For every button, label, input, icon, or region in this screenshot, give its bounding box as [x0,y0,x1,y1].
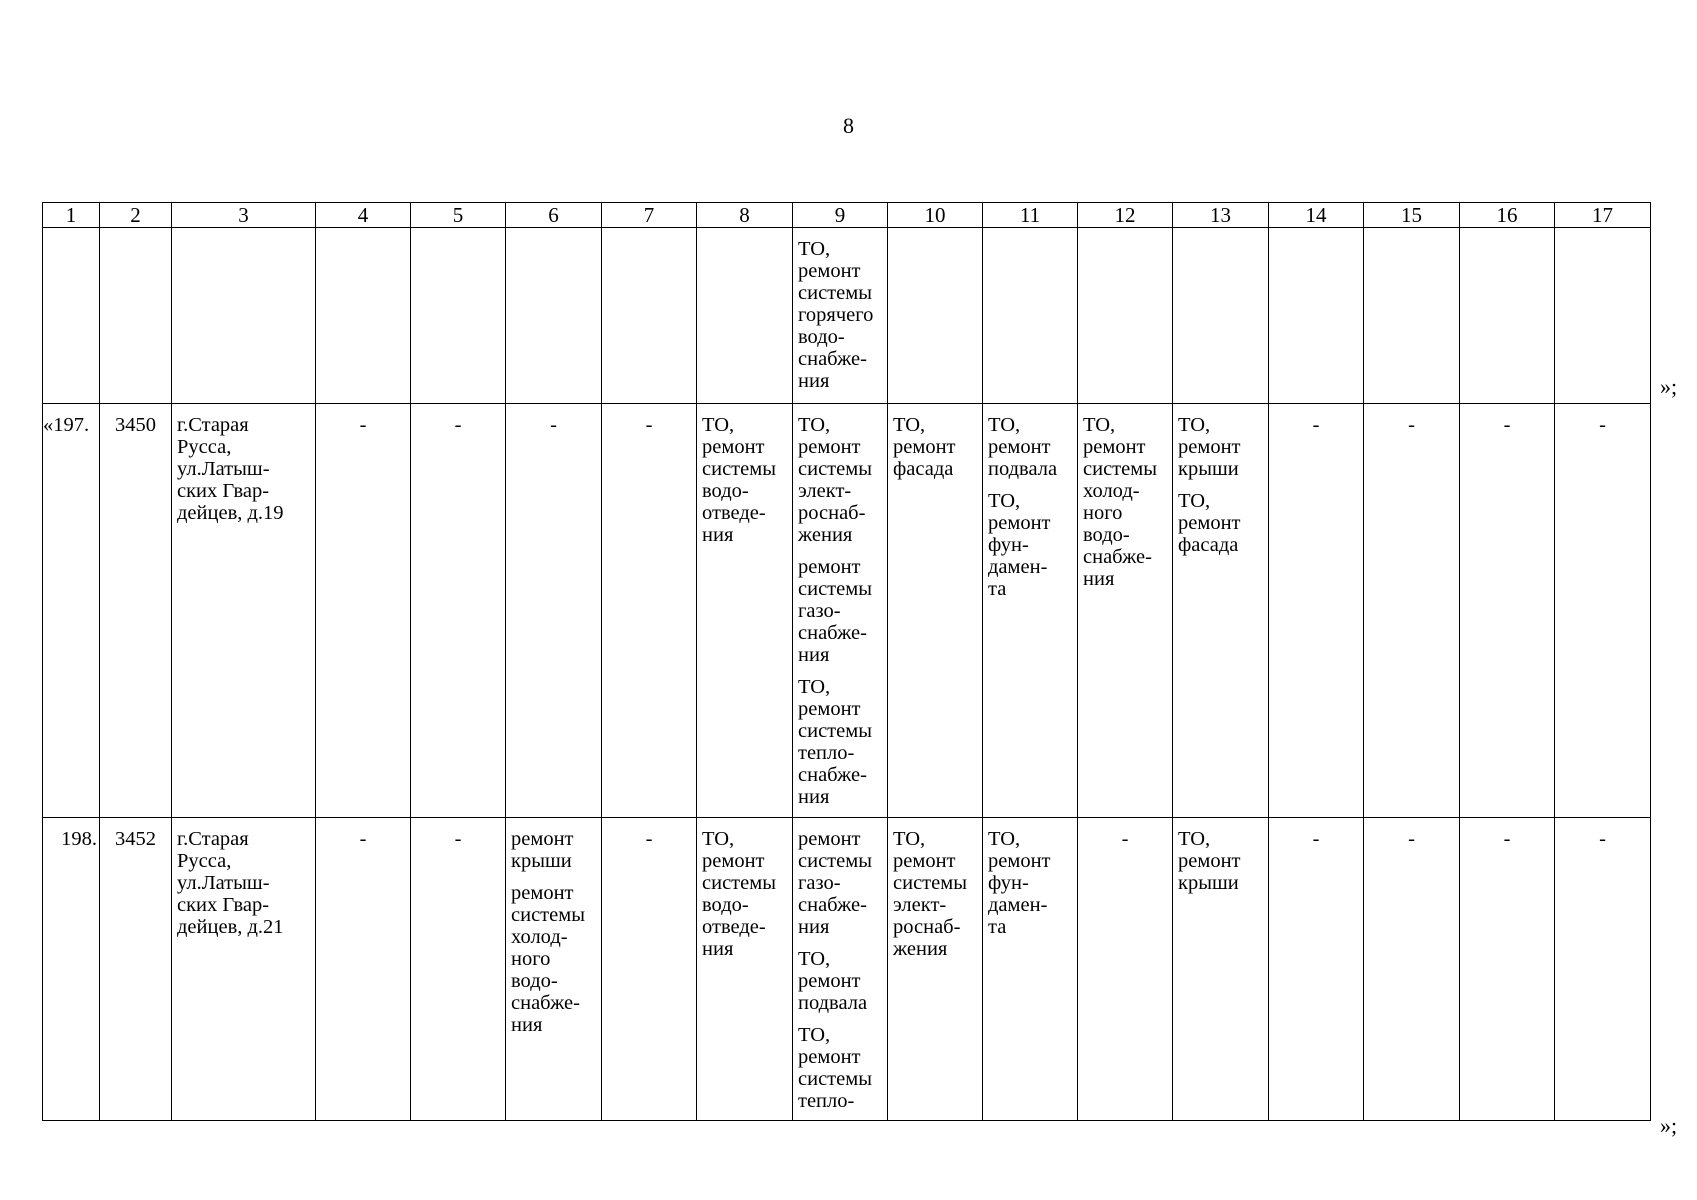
cell-text-block [798,238,882,392]
cell-text-block [105,414,166,436]
cell-text-line: дейцев, д.19 [177,502,284,524]
cell-text-line: ремонт [798,1046,861,1068]
cell-text-block [1465,828,1549,850]
cell-text-line: роснаб- [798,502,866,524]
column-header-1: 1 [43,203,100,228]
cell-text-line: ремонт [988,850,1051,872]
column-header-11: 11 [983,203,1078,228]
cell-text-block [1178,490,1263,556]
cell-text-block [177,414,310,524]
cell-text-line: - [1121,828,1129,850]
cell-text-block [43,828,97,850]
cell-text-line: ремонт [798,698,861,720]
cell-text-line: ремонт [798,260,861,282]
table-cell-col-6 [506,818,602,1121]
table-row-continued [43,228,1651,404]
column-header-14: 14 [1269,203,1364,228]
table-cell-col-4 [316,228,411,404]
cell-text-block [988,414,1072,480]
table-cell-col-9 [793,404,888,818]
cell-text-line: холод- [1083,480,1140,502]
cell-text-block [416,828,500,850]
cell-text-line: ремонт [1178,436,1241,458]
cell-text-line: ТО, [988,414,1021,436]
cell-text-line: снабже- [1083,546,1152,568]
column-header-4: 4 [316,203,411,228]
cell-text-line: ТО, [988,828,1021,850]
cell-text-line: системы [798,1068,872,1090]
table-row-197 [43,404,1651,818]
table-cell-col-16 [1460,228,1555,404]
cell-text-line: ремонт [1083,436,1146,458]
cell-text-line: водо- [1083,524,1130,546]
table-cell-col-12 [1078,404,1173,818]
cell-text-block [1465,414,1549,436]
closing-quote-mark: »; [1660,374,1678,399]
cell-text-line: - [1503,828,1511,850]
cell-text-line: крыши [511,850,572,872]
table-cell-col-7 [602,228,697,404]
cell-text-line: фасада [1178,534,1239,556]
cell-text-block [177,828,310,938]
cell-text-line: ТО, [893,414,926,436]
cell-text-block [798,828,882,938]
cell-text-line: системы [798,458,872,480]
cell-text-line: - [359,414,367,436]
table-cell-col-3 [172,404,316,818]
table-cell-col-4 [316,404,411,818]
cell-text-line: системы [702,872,776,894]
table-cell-col-3 [172,228,316,404]
cell-text-line: газо- [798,872,841,894]
cell-text-line: - [1503,414,1511,436]
table-cell-col-9 [793,818,888,1121]
table-cell-col-1 [43,818,100,1121]
cell-text-line: ния [511,1014,543,1036]
closing-quote-mark: »; [1660,1113,1678,1138]
table-cell-col-13 [1173,228,1269,404]
cell-text-line: - [454,414,462,436]
table-cell-col-8 [697,228,793,404]
table-cell-col-5 [411,818,506,1121]
cell-text-line: та [988,916,1007,938]
cell-text-line: подвала [988,458,1058,480]
cell-text-block [1274,414,1358,436]
cell-text-line: ремонт [893,850,956,872]
cell-text-block [511,882,596,1036]
cell-text-line: системы [798,578,872,600]
cell-text-line: ТО, [893,828,926,850]
cell-text-line: та [988,578,1007,600]
cell-text-line: элект- [798,480,852,502]
cell-text-line: снабже- [511,992,580,1014]
cell-text-line: ул.Латыш- [177,872,270,894]
cell-text-line: водо- [798,326,845,348]
cell-text-line: системы [798,720,872,742]
table-cell-col-12 [1078,228,1173,404]
cell-text-line: - [1599,828,1606,850]
column-header-17: 17 [1555,203,1651,228]
table-cell-col-13 [1173,404,1269,818]
cell-text-line: Русса, [177,850,232,872]
cell-text-line: ремонт [988,436,1051,458]
table-cell-col-16 [1460,404,1555,818]
table-cell-col-9 [793,228,888,404]
cell-text-block [607,828,691,850]
table-cell-col-2 [100,404,172,818]
cell-text-block [893,828,977,960]
cell-text-block [798,676,882,808]
cell-text-line: газо- [798,600,841,622]
cell-text-line: системы [1083,458,1157,480]
cell-text-line: - [1312,828,1320,850]
cell-text-line: ремонт [798,970,861,992]
table-cell-col-15 [1364,404,1460,818]
table-cell-col-17 [1555,228,1651,404]
cell-text-line: 3452 [115,828,156,850]
cell-text-line: системы [702,458,776,480]
cell-text-line: дамен- [988,894,1048,916]
cell-text-line: системы [798,282,872,304]
cell-text-block [105,828,166,850]
cell-text-block [798,948,882,1014]
cell-text-line: ремонт [988,512,1051,534]
cell-text-line: ул.Латыш- [177,458,270,480]
column-header-13: 13 [1173,203,1269,228]
table-cell-col-15 [1364,228,1460,404]
cell-text-line: водо- [702,480,749,502]
cell-text-line: фун- [988,534,1029,556]
cell-text-block [511,414,596,436]
cell-text-block [1178,828,1263,894]
cell-text-line: - [1312,414,1320,436]
table-cell-col-8 [697,404,793,818]
cell-text-line: ния [798,786,830,808]
cell-text-block [416,414,500,436]
table-cell-col-3 [172,818,316,1121]
table-cell-col-10 [888,818,983,1121]
table-cell-col-11 [983,228,1078,404]
table-cell-col-12 [1078,818,1173,1121]
cell-text-block [798,556,882,666]
cell-text-line: ских Гвар- [177,894,270,916]
cell-text-line: снабже- [798,894,867,916]
cell-text-block [988,490,1072,600]
cell-text-line: ния [1083,568,1115,590]
cell-text-line: г.Старая [177,414,249,436]
table-cell-col-15 [1364,818,1460,1121]
table-cell-col-11 [983,404,1078,818]
cell-text-line: горячего [798,304,874,326]
column-header-12: 12 [1078,203,1173,228]
cell-text-line: - [645,414,653,436]
cell-text-line: - [454,828,462,850]
cell-text-block [1178,414,1263,480]
cell-text-line: роснаб- [893,916,961,938]
cell-text-line: - [1408,828,1415,850]
table-cell-col-11 [983,818,1078,1121]
cell-text-line: ного [1083,502,1123,524]
cell-text-block [43,414,94,436]
cell-text-line: подвала [798,992,868,1014]
cell-text-block [321,414,405,436]
cell-text-line: 3450 [115,414,156,436]
cell-text-line: ТО, [798,676,831,698]
cell-text-line: снабже- [798,622,867,644]
cell-text-line: крыши [1178,872,1239,894]
cell-text-line: «197. [43,414,90,436]
cell-text-line: ремонт [511,882,574,904]
page-number: 8 [843,113,854,138]
cell-text-line: ремонт [511,828,574,850]
column-header-15: 15 [1364,203,1460,228]
table-cell-col-14 [1269,228,1364,404]
cell-text-line: ремонт [1178,850,1241,872]
cell-text-line: ТО, [1178,828,1211,850]
cell-text-line: водо- [511,970,558,992]
cell-text-line: г.Старая [177,828,249,850]
column-header-8: 8 [697,203,793,228]
cell-text-line: ТО, [1083,414,1116,436]
cell-text-block [1369,828,1454,850]
cell-text-line: ТО, [1178,414,1211,436]
table-cell-col-13 [1173,818,1269,1121]
cell-text-line: ния [798,916,830,938]
cell-text-block [511,828,596,872]
column-header-10: 10 [888,203,983,228]
cell-text-block [1083,828,1167,850]
cell-text-line: ТО, [1178,490,1211,512]
cell-text-line: ТО, [988,490,1021,512]
table-cell-col-14 [1269,404,1364,818]
document-table [42,202,1651,1121]
cell-text-line: ТО, [798,1024,831,1046]
cell-text-line: ния [702,938,734,960]
cell-text-line: фун- [988,872,1029,894]
table-cell-col-17 [1555,404,1651,818]
table-cell-col-2 [100,228,172,404]
table-cell-col-4 [316,818,411,1121]
cell-text-line: системы [893,872,967,894]
cell-text-line: - [550,414,557,436]
cell-text-block [1560,828,1645,850]
table-cell-col-6 [506,404,602,818]
cell-text-block [1369,414,1454,436]
cell-text-line: ТО, [702,828,735,850]
cell-text-line: - [1599,414,1606,436]
cell-text-line: ТО, [798,948,831,970]
cell-text-line: ния [798,370,830,392]
cell-text-line: отведе- [702,916,766,938]
cell-text-line: ремонт [798,828,861,850]
table-cell-col-14 [1269,818,1364,1121]
cell-text-line: ТО, [798,414,831,436]
cell-text-line: системы [511,904,585,926]
cell-text-line: снабже- [798,348,867,370]
cell-text-line: холод- [511,926,568,948]
cell-text-line: отведе- [702,502,766,524]
cell-text-line: дейцев, д.21 [177,916,284,938]
cell-text-line: ремонт [702,436,765,458]
cell-text-line: жения [893,938,948,960]
cell-text-line: водо- [702,894,749,916]
cell-text-block [893,414,977,480]
cell-text-line: ремонт [893,436,956,458]
table-cell-col-5 [411,228,506,404]
cell-text-line: тепло- [798,742,855,764]
table-row-198 [43,818,1651,1121]
column-header-5: 5 [411,203,506,228]
cell-text-line: ских Гвар- [177,480,270,502]
cell-text-block [702,828,787,960]
column-header-7: 7 [602,203,697,228]
cell-text-line: крыши [1178,458,1239,480]
table-cell-col-16 [1460,818,1555,1121]
cell-text-line: Русса, [177,436,232,458]
table-cell-col-5 [411,404,506,818]
cell-text-line: ремонт [798,436,861,458]
column-header-2: 2 [100,203,172,228]
cell-text-line: - [359,828,367,850]
cell-text-block [798,1024,882,1112]
column-header-6: 6 [506,203,602,228]
cell-text-line: ремонт [1178,512,1241,534]
cell-text-line: - [645,828,653,850]
cell-text-line: ремонт [798,556,861,578]
table-cell-col-17 [1555,818,1651,1121]
cell-text-line: системы [798,850,872,872]
column-header-9: 9 [793,203,888,228]
table-cell-col-8 [697,818,793,1121]
cell-text-block [1274,828,1358,850]
cell-text-block [321,828,405,850]
cell-text-line: элект- [893,894,947,916]
cell-text-block [1560,414,1645,436]
table-cell-col-7 [602,818,697,1121]
cell-text-line: ния [702,524,734,546]
cell-text-line: ТО, [798,238,831,260]
table-cell-col-1 [43,404,100,818]
cell-text-line: снабже- [798,764,867,786]
cell-text-line: жения [798,524,853,546]
cell-text-line: тепло- [798,1090,855,1112]
column-header-3: 3 [172,203,316,228]
cell-text-block [702,414,787,546]
cell-text-block [1083,414,1167,590]
cell-text-line: дамен- [988,556,1048,578]
table-cell-col-10 [888,228,983,404]
table-cell-col-10 [888,404,983,818]
column-number-header-row [43,203,1651,228]
table-cell-col-7 [602,404,697,818]
table-cell-col-1 [43,228,100,404]
cell-text-block [988,828,1072,938]
cell-text-block [607,414,691,436]
column-header-16: 16 [1460,203,1555,228]
cell-text-block [798,414,882,546]
cell-text-line: ния [798,644,830,666]
cell-text-line: ного [511,948,551,970]
cell-text-line: ремонт [702,850,765,872]
cell-text-line: 198. [61,828,97,850]
cell-text-line: фасада [893,458,954,480]
table-cell-col-2 [100,818,172,1121]
cell-text-line: - [1408,414,1415,436]
cell-text-line: ТО, [702,414,735,436]
table-cell-col-6 [506,228,602,404]
